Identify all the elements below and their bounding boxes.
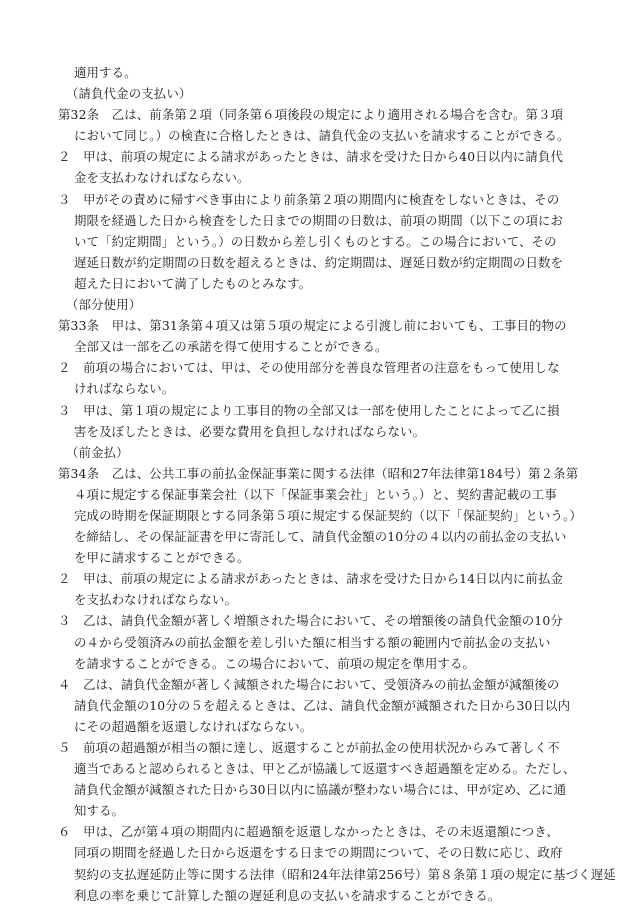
text-line: ４ 乙は、請負代金額が著しく減額された場合において、受領済みの前払金額が減額後の xyxy=(58,676,560,692)
text-line: を甲に請求することができる。 xyxy=(74,550,250,566)
text-line: 第34条 乙は、公共工事の前払金保証事業に関する法律（昭和27年法律第184号）第２条第 xyxy=(58,465,579,481)
text-line: 超えた日において満了したものとみなす。 xyxy=(74,275,312,291)
text-line: 第32条 乙は、前条第２項（同条第６項後段の規定により適用される場合を含む。第３項 xyxy=(58,107,564,123)
text-line: ６ 甲は、乙が第４項の期間内に超過額を返還しなかったときは、その未返還額につき、 xyxy=(58,824,559,840)
text-line: いて「約定期間」という。）の日数から差し引くものとする。この場合において、その xyxy=(74,233,557,249)
text-line: ２ 甲は、前項の規定による請求があったときは、請求を受けた日から14日以内に前払金 xyxy=(58,571,564,587)
text-line: ４項に規定する保証事業会社（以下「保証事業会社」という。）と、契約書記載の工事 xyxy=(74,486,557,502)
text-line: ３ 甲は、第１項の規定により工事目的物の全部又は一部を使用したことによって乙に損 xyxy=(58,402,560,418)
text-line: 害を及ぼしたときは、必要な費用を負担しなければならない。 xyxy=(74,423,426,439)
text-line: 金を支払わなければならない。 xyxy=(74,170,250,186)
text-line: 利息の率を乗じて計算した額の遅延利息の支払いを請求することができる。 xyxy=(74,887,501,903)
text-line: を支払わなければならない。 xyxy=(74,592,238,608)
text-line: 請負代金額が減額された日から30日以内に協議が整わない場合には、甲が定め、乙に通 xyxy=(74,782,567,798)
text-line: 知する。 xyxy=(74,803,125,819)
text-line: 適用する。 xyxy=(74,65,137,80)
text-line: を締結し、その保証証書を甲に寄託して、請負代金額の10分の４以内の前払金の支払い xyxy=(74,529,567,545)
text-line: 契約の支払遅延防止等に関する法律（昭和24年法律第256号）第８条第１項の規定に基づく遅延 xyxy=(74,866,616,882)
text-line: 期限を経過した日から検査をした日までの期間の日数は、前項の期間（以下この項にお xyxy=(74,212,564,228)
text-line: を請求することができる。この場合において、前項の規定を準用する。 xyxy=(74,655,476,671)
section-heading: （部分使用） xyxy=(66,297,142,313)
text-line: 請負代金額の10分の５を超えるときは、乙は、請負代金額が減額された日から30日以内 xyxy=(74,697,571,713)
section-heading: （請負代金の支払い） xyxy=(66,86,192,102)
text-line: の４から受領済みの前払金額を差し引いた額に相当する額の範囲内で前払金の支払い xyxy=(74,634,551,650)
section-heading: （前金払） xyxy=(66,444,129,460)
text-line: 第33条 甲は、第31条第４項又は第５項の規定による引渡し前においても、工事目的物の xyxy=(58,318,567,334)
text-line: ３ 乙は、請負代金額が著しく増額された場合において、その増額後の請負代金額の10分 xyxy=(58,613,563,629)
text-line: ５ 前項の超過額が相当の額に達し、返還することが前払金の使用状況からみて著しく不 xyxy=(58,740,560,755)
text-line: 全部又は一部を乙の承諾を得て使用することができる。 xyxy=(74,339,388,355)
text-line: にその超過額を返還しなければならない。 xyxy=(74,718,313,734)
text-line: 遅延日数が約定期間の日数を超えるときは、約定期間は、遅延日数が約定期間の日数を xyxy=(74,254,564,270)
text-line: ければならない。 xyxy=(74,381,175,397)
document-page xyxy=(58,62,616,906)
text-line: 同項の期間を経過した日から返還をする日までの期間について、その日数に応じ、政府 xyxy=(74,845,563,861)
text-line: 適当であると認められるときは、甲と乙が協議して返還すべき超過額を定める。ただし、 xyxy=(74,761,576,777)
text-line: ２ 前項の場合においては、甲は、その使用部分を善良な管理者の注意をもって使用しな xyxy=(58,360,560,376)
text-line: において同じ。）の検査に合格したときは、請負代金の支払いを請求することができる。 xyxy=(74,128,570,144)
text-line: ３ 甲がその責めに帰すべき事由により前条第２項の期間内に検査をしないときは、その xyxy=(58,191,560,207)
text-line: 完成の時期を保証期限とする同条第５項に規定する保証契約（以下「保証契約」という。） xyxy=(74,507,582,523)
text-line: ２ 甲は、前項の規定による請求があったときは、請求を受けた日から40日以内に請負代 xyxy=(58,149,564,165)
